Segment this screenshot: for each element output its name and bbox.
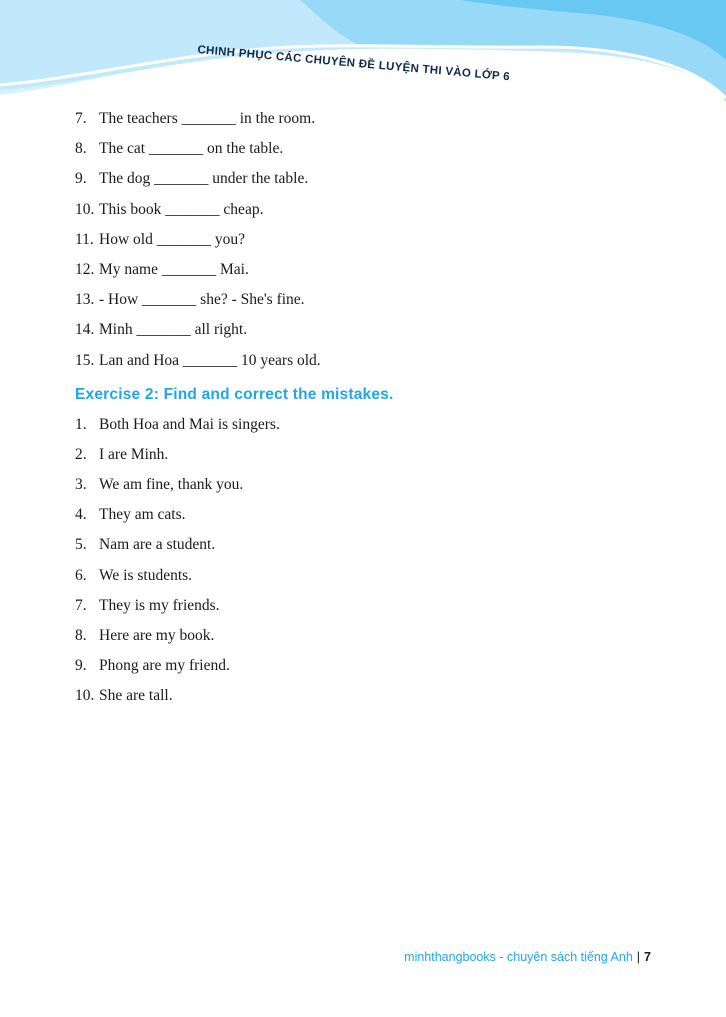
item-number: 9. [75,170,87,188]
item-text: My name _______ Mai. [99,260,249,278]
item-text: This book _______ cheap. [99,200,264,218]
item-number: 11. [75,230,94,248]
exercise-1-item [75,289,675,319]
item-number: 10. [75,200,95,218]
header-title: CHINH PHỤC CÁC CHUYÊN ĐỀ LUYỆN THI VÀO LỚP 6 [196,44,511,84]
item-number: 7. [75,110,87,127]
item-text: - How _______ she? - She's fine. [99,291,305,309]
item-text: Nam are a student. [99,536,216,554]
header-wave-banner [0,0,726,110]
item-number: 1. [75,415,87,433]
exercise-2-title: Exercise 2: Find and correct the mistakes. [75,385,394,403]
footer-separator: | [636,950,641,964]
exercise-2-item [75,534,675,564]
item-text: They am cats. [99,506,186,524]
item-number: 15. [75,351,95,369]
item-number: 8. [75,627,87,644]
item-text: I are Minh. [99,445,169,463]
exercise-2-item [75,595,675,625]
item-number: 3. [75,476,87,494]
item-number: 8. [75,140,87,158]
exercise-2-item [75,625,675,655]
exercise-2-item [75,474,675,504]
item-text: We is students. [99,566,193,584]
item-text: Here are my book. [99,627,215,644]
exercise-1-item [75,168,675,198]
exercise-2-item [75,504,675,534]
item-text: Minh _______ all right. [99,321,248,339]
footer-brand: minhthangbooks - chuyên sách tiếng Anh [404,950,633,964]
item-text: Both Hoa and Mai is singers. [99,415,280,433]
exercise-1-item [75,259,675,289]
item-number: 12. [75,260,95,278]
item-number: 14. [75,321,95,339]
item-number: 7. [75,596,87,614]
exercise-1-item [75,199,675,229]
exercise-1-list [75,108,675,380]
exercise-2-item [75,685,675,715]
exercise-1-item [75,108,675,138]
item-text: How old _______ you? [99,230,245,248]
exercise-2-item [75,414,675,444]
item-number: 13. [75,291,95,309]
item-text: She are tall. [99,687,173,705]
item-number: 5. [75,536,87,554]
exercise-2-item [75,444,675,474]
item-number: 2. [75,445,87,463]
item-text: The teachers _______ in the room. [99,110,316,127]
item-number: 4. [75,506,87,524]
page-footer [404,950,651,964]
item-text: Lan and Hoa _______ 10 years old. [99,351,321,369]
exercise-1-item [75,229,675,259]
item-number: 10. [75,687,95,705]
item-text: We am fine, thank you. [99,476,244,494]
exercise-2-item [75,565,675,595]
exercise-1-item [75,350,675,380]
exercise-1-item [75,319,675,349]
exercise-2-item [75,655,675,685]
item-text: The cat _______ on the table. [99,140,284,158]
item-number: 9. [75,657,87,675]
worksheet-content [75,108,675,716]
item-text: Phong are my friend. [99,657,230,675]
exercise-1-item [75,138,675,168]
item-number: 6. [75,566,87,584]
exercise-2-list [75,414,675,716]
item-text: They is my friends. [99,596,220,614]
page-number: 7 [644,950,651,964]
item-text: The dog _______ under the table. [99,170,309,188]
